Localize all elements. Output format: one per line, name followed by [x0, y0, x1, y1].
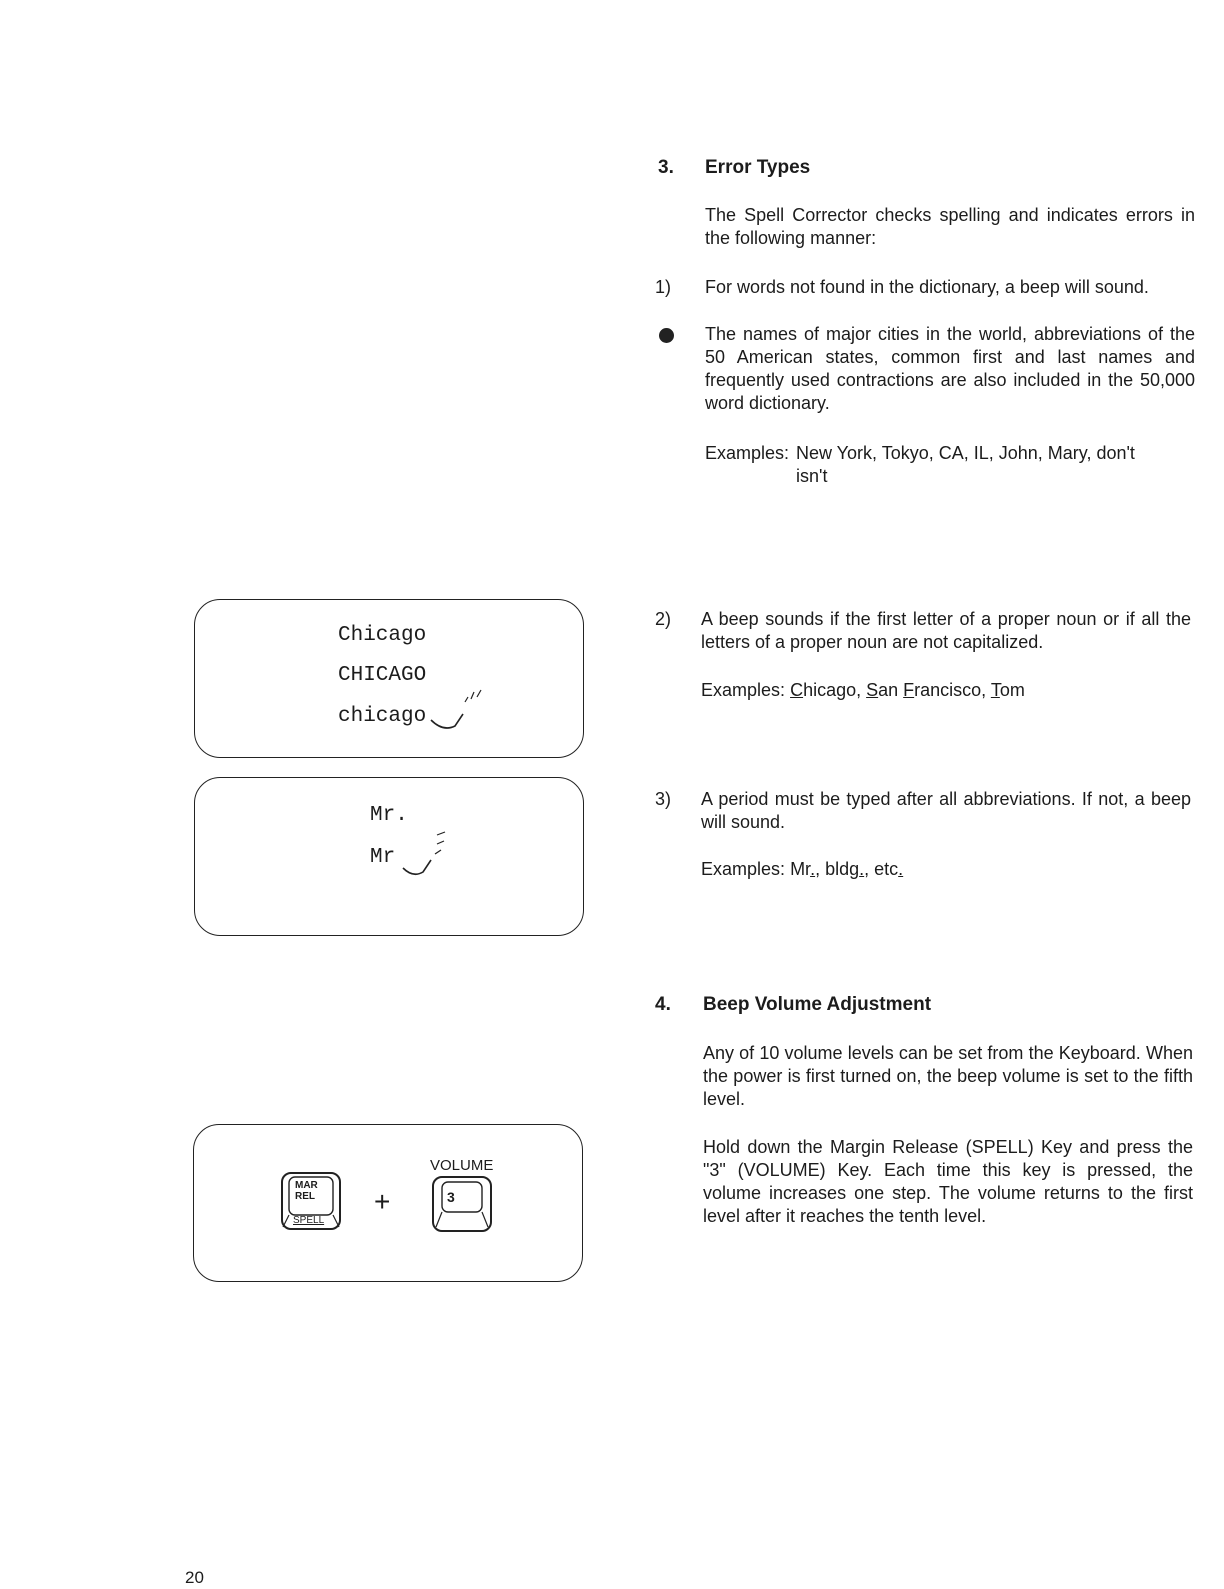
figure-1-line-2: CHICAGO [338, 664, 427, 687]
bullet-examples-line2: isn't [796, 466, 828, 486]
example-mr-period: . [810, 859, 816, 879]
bullet-text: The names of major cities in the world, abbreviations of the 50 American states, common first and last names and frequently used contractions are also included in the 50,000 word dictionary. [705, 324, 1195, 413]
page-number: 20 [185, 1568, 204, 1587]
item-3-examples [701, 858, 903, 881]
example-etc-period: . [898, 859, 904, 879]
example-bldg: bldg [825, 859, 860, 879]
figure-capitalization-box [194, 599, 584, 758]
example-tom-initial: T [990, 680, 1000, 700]
example-francisco-rest: rancisco, [914, 680, 991, 700]
example-mr: Mr [790, 859, 811, 879]
figure-1-line-3: chicago [338, 705, 427, 728]
example-san-initial: S [866, 680, 879, 700]
item-2-examples [701, 679, 1025, 702]
figure-2-line-1: Mr. [370, 804, 408, 827]
figure-2-line-2: Mr [370, 846, 396, 869]
item-2-marker: 2) [655, 609, 672, 629]
section-3-title: Error Types [705, 157, 811, 178]
key-mar-label: MAR [295, 1180, 318, 1191]
key-rel-label: REL [295, 1191, 315, 1202]
key-volume-label: VOLUME [430, 1157, 494, 1174]
section-3-intro: The Spell Corrector checks spelling and indicates errors in the following manner: [705, 205, 1195, 248]
item-1-marker: 1) [655, 277, 672, 297]
bullet-examples-line1: New York, Tokyo, CA, IL, John, Mary, don't [796, 443, 1135, 463]
example-sep-2: , [864, 859, 875, 879]
example-tom-rest: om [999, 680, 1025, 700]
section-3-number: 3. [658, 157, 674, 178]
plus-sign: + [374, 1186, 391, 1217]
item-2-examples-label: Examples: [701, 680, 786, 700]
key-3-label: 3 [447, 1189, 455, 1205]
item-1-text: For words not found in the dictionary, a beep will sound. [705, 277, 1149, 297]
key-spell-label: SPELL [293, 1215, 325, 1226]
section-4-para-2: Hold down the Margin Release (SPELL) Key and press the "3" (VOLUME) Key. Each time this key is pressed, the volume increases one step. The volume returns to the first level after it reaches the tenth level. [703, 1137, 1193, 1226]
item-3-marker: 3) [655, 789, 672, 809]
section-4-para-1: Any of 10 volume levels can be set from the Keyboard. When the power is first turned on, the beep volume is set to the fifth level. [703, 1043, 1193, 1109]
volume-3-key-icon [430, 1173, 494, 1235]
example-francisco-initial: F [903, 680, 915, 700]
figure-key-combo-box [193, 1124, 583, 1282]
item-2-text: A beep sounds if the first letter of a proper noun or if all the letters of a proper noun are not capitalized. [701, 609, 1191, 652]
bullet-dot-icon [659, 328, 674, 343]
beep-sound-icon [399, 830, 455, 882]
example-chicago-rest: hicago, [803, 680, 867, 700]
example-san-rest: an [878, 680, 904, 700]
bullet-examples-label: Examples: [705, 443, 790, 463]
item-3-text: A period must be typed after all abbreviations. If not, a beep will sound. [701, 789, 1191, 832]
beep-sound-icon [427, 684, 497, 734]
example-etc: etc [874, 859, 899, 879]
item-3-examples-label: Examples: [701, 859, 786, 879]
example-chicago-initial: C [790, 680, 804, 700]
example-sep-1: , [815, 859, 826, 879]
figure-abbreviation-box [194, 777, 584, 936]
section-4-number: 4. [655, 994, 671, 1015]
example-bldg-period: . [859, 859, 865, 879]
section-4-title: Beep Volume Adjustment [703, 994, 932, 1015]
figure-1-line-1: Chicago [338, 624, 427, 647]
